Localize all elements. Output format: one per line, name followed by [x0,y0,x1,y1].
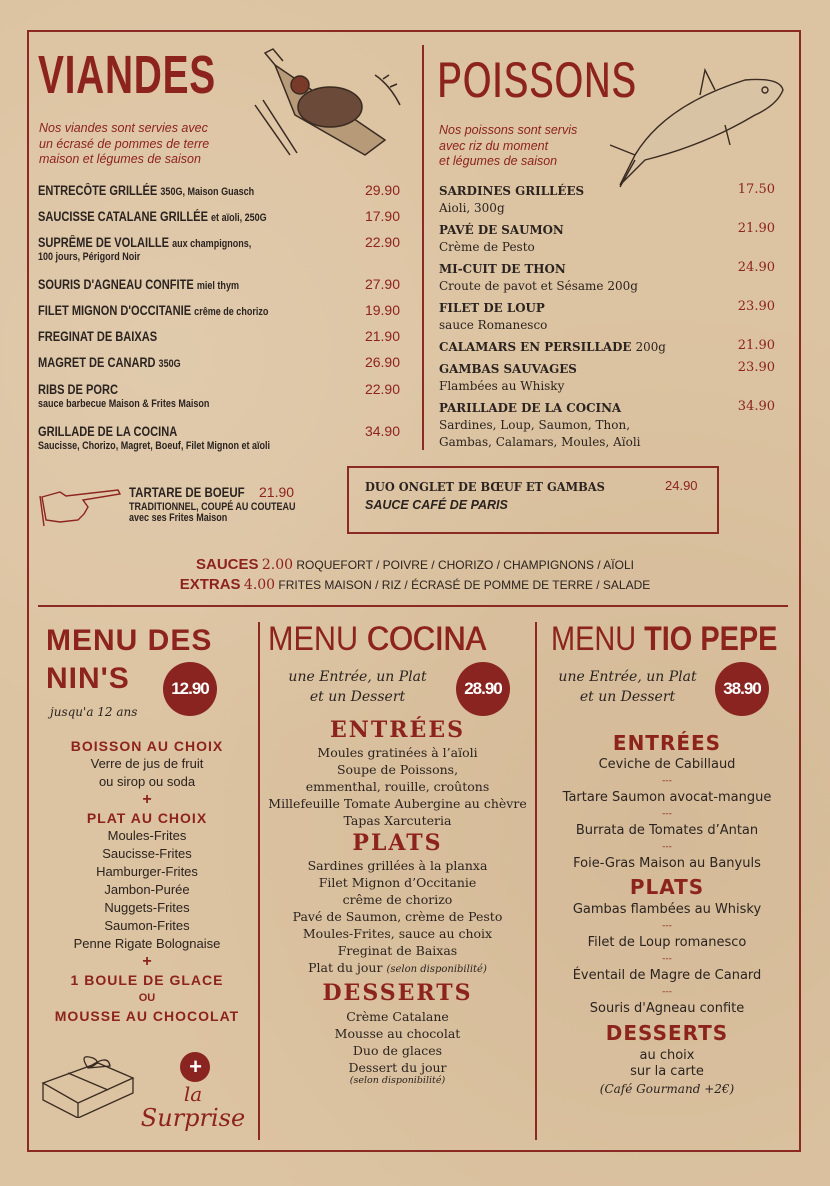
menu-line: Hamburger-Frites [96,864,198,879]
item-title: GRILLADE DE LA COCINA [38,424,178,439]
menu-nins-content [38,737,256,1025]
separator: --- [662,987,672,997]
tartare-item [129,484,332,524]
surprise-la: la [183,1082,203,1106]
extras-line [0,575,830,595]
item-detail: 350G [158,358,181,370]
menu-item [38,381,400,410]
section-title: MOUSSE AU CHOCOLAT [54,1008,240,1024]
menu-line: Nuggets-Frites [104,900,190,915]
menu-line: Crème Catalane [346,1009,449,1024]
item-title: SUPRÊME DE VOLAILLE [38,235,170,250]
item-price: 21.90 [737,338,775,353]
plus-icon: + [180,1052,210,1082]
item-detail: aux champignons, [172,238,252,250]
item-title: FREGINAT DE BAIXAS [38,329,158,344]
menu-line: Saucisse-Frites [102,846,192,861]
intro-line: maison et légumes de saison [39,152,201,166]
menu-line: Burrata de Tomates d’Antan [575,823,759,838]
poissons-intro [439,123,577,170]
menu-line: emmenthal, rouille, croûtons [305,779,490,794]
menu-line: Pavé de Saumon, crème de Pesto [292,909,503,924]
item-price: 34.90 [737,399,775,414]
item-name [439,183,584,198]
desserts-list [260,1008,535,1076]
item-price: 24.90 [737,260,775,275]
intro-line: Nos viandes sont servies avec [39,121,208,135]
subtitle-line: une Entrée, un Plat [288,669,427,685]
menu-item [439,360,775,395]
item-detail: SAUCE CAFÉ DE PARIS [365,498,508,512]
item-title: FILET DE LOUP [439,300,545,315]
availability-note: (selon disponibilité) [349,1075,446,1086]
menu-line: Millefeuille Tomate Aubergine au chèvre [268,796,527,811]
menu-line: Dessert du jour [348,1060,447,1075]
separator: --- [662,921,672,931]
menu-line: Moules gratinées à l’aïoli [317,745,478,760]
item-title: SAUCISSE CATALANE GRILLÉE [38,209,208,224]
item-subtitle: Aioli, 300g [439,201,505,215]
subtitle-line: une Entrée, un Plat [558,669,697,685]
item-name [38,424,177,439]
item-name [439,222,564,237]
availability-note: (selon disponibilité) [386,964,487,975]
cafe-gourmand-note: (Café Gourmand +2€) [599,1082,735,1096]
plats-list [260,857,535,959]
price-badge: 12.90 [163,662,217,716]
menu-item [38,354,400,372]
intro-line: un écrasé de pommes de terre [39,136,210,151]
intro-line: et légumes de saison [439,154,558,168]
title-a: MENU [268,620,359,658]
price-badge: 38.90 [715,662,769,716]
section-title: BOISSON AU CHOIX [70,738,224,754]
pointing-hand-icon [38,482,123,527]
divider [38,605,788,607]
item-subtitle: Flambées au Whisky [439,379,565,393]
separator: --- [662,954,672,964]
item-name [38,355,181,370]
menu-line: Tartare Saumon avocat-mangue [562,790,772,805]
item-title: RIBS DE PORC [38,382,118,397]
surprise-text: Surprise [140,1104,246,1132]
section-title: 1 BOULE DE GLACE [70,972,224,988]
item-detail: crême de chorizo [194,306,269,318]
section-title: PLATS [629,875,705,899]
menu-line: Freginat de Baixas [337,943,458,958]
title-b: TIO PEPE [644,620,778,658]
surprise-label [138,1082,248,1130]
item-title: ENTRECÔTE GRILLÉE [38,183,158,198]
section-title: DESSERTS [605,1021,729,1045]
item-title: MI-CUIT DE THON [439,261,566,276]
item-name [38,209,267,224]
menu-item [38,423,400,452]
item-price: 21.90 [364,328,400,344]
sauces-list: ROQUEFORT / POIVRE / CHORIZO / CHAMPIGNONS / AÏOLI [296,558,634,572]
menu-tiopepe-content [537,730,797,1098]
duo-special-box [347,466,719,534]
viandes-intro [39,121,209,168]
menu-line: Tapas Xarcuteria [343,813,452,828]
menu-line: Sardines grillées à la planxa [307,858,488,873]
item-subtitle: sauce Romanesco [439,318,548,332]
item-detail: et aïoli, 250G [211,212,267,224]
intro-line: Nos poissons sont servis [439,123,578,137]
sauces-label: SAUCES [196,556,259,573]
menu-line [260,959,535,978]
subtitle-line: et un Dessert [309,689,406,705]
item-name [439,300,545,315]
item-price: 29.90 [364,182,400,198]
item-price: 21.90 [259,484,295,500]
section-title: PLAT AU CHOIX [86,810,208,826]
item-detail: miel thym [196,280,239,292]
extras-list: FRITES MAISON / RIZ / ÉCRASÉ DE POMME DE TERRE / SALADE [278,578,651,592]
item-detail: 350G, Maison Guasch [160,186,255,198]
separator: --- [662,842,672,852]
menu-item [38,276,400,294]
menu-item [38,182,400,200]
menu-line: crême de chorizo [342,892,453,907]
menu-line: sur la carte [630,1064,704,1079]
menu-line: Souris d'Agneau confite [589,1001,745,1016]
section-title: ENTRÉES [612,731,722,755]
item-name [38,235,251,250]
plus-sign: + [142,953,152,970]
item-subtitle: Sardines, Loup, Saumon, Thon, [439,418,631,432]
item-name [38,329,157,344]
menu-line: Saumon-Frites [104,918,190,933]
item-price: 23.90 [737,360,775,375]
title-line: MENU DES [46,624,213,657]
item-price: 24.90 [665,478,698,493]
item-price: 19.90 [364,302,400,318]
poissons-title: POISSONS [438,52,638,108]
title-b: COCINA [366,620,486,658]
age-note: jusqu'a 12 ans [50,705,138,719]
item-title: GAMBAS SAUVAGES [439,361,577,376]
menu-line: Éventail de Magre de Canard [572,968,762,983]
item-price: 17.90 [364,208,400,224]
menu-line: ou sirop ou soda [98,774,196,789]
price-badge: 28.90 [456,662,510,716]
menu-item [38,208,400,226]
menu-line: Soupe de Poissons, [336,762,459,777]
menu-line: Duo de glaces [352,1043,443,1058]
menu-cocina-content [260,716,535,1086]
item-detail: TRADITIONNEL, COUPÉ AU COUTEAU [129,501,296,513]
item-price: 22.90 [364,234,400,250]
item-title: CALAMARS EN PERSILLADE [439,339,632,354]
item-subtitle: 100 jours, Périgord Noir [38,251,141,263]
menu-line: Ceviche de Cabillaud [598,757,736,772]
menu-tiopepe-title [551,620,777,659]
menu-line: Moules-Frites, sauce au choix [302,926,493,941]
menu-line: Filet de Loup romanesco [587,935,747,950]
entrees-list [537,756,797,873]
item-name [38,382,118,397]
sauces-line [0,555,830,575]
item-subtitle: Gambas, Calamars, Moules, Aïoli [439,435,641,449]
menu-line: Foie-Gras Maison au Banyuls [573,856,761,871]
item-title: SOURIS D'AGNEAU CONFITE [38,277,194,292]
item-name [38,277,239,292]
section-title: PLATS [352,830,443,856]
meat-board-illustration [235,45,415,160]
item-name [38,303,268,318]
menu-line: Jambon-Purée [104,882,190,897]
item-name [439,339,666,354]
plats-list [537,901,797,1018]
sauces-extras [0,555,830,595]
item-title: MAGRET DE CANARD [38,355,156,370]
divider [422,45,424,450]
item-subtitle: sauce barbecue Maison & Frites Maison [38,398,210,410]
section-title: DESSERTS [322,980,473,1006]
item-name: TARTARE DE BOEUF [129,484,245,500]
item-price: 23.90 [737,299,775,314]
intro-line: avec riz du moment [439,138,549,153]
plat-du-jour: Plat du jour [308,960,383,975]
item-price: 27.90 [364,276,400,292]
item-title: FILET MIGNON D'OCCITANIE [38,303,192,318]
item-price: 26.90 [364,354,400,370]
menu-line: Verre de jus de fruit [90,756,204,771]
extras-label: EXTRAS [179,576,241,593]
separator: --- [662,776,672,786]
menu-item [439,182,775,217]
plus-sign: + [142,791,152,808]
menu-line: Mousse au chocolat [334,1026,461,1041]
separator: --- [662,809,672,819]
item-title: PARILLADE DE LA COCINA [439,400,622,415]
menu-tiopepe-subtitle [545,667,710,707]
menu-line: Filet Mignon d’Occitanie [318,875,477,890]
item-price: 21.90 [737,221,775,236]
menu-item [439,338,775,356]
menu-line: Penne Rigate Bolognaise [73,936,221,951]
menu-line: Moules-Frites [107,828,187,843]
entrees-list [260,744,535,829]
title-line: NIN'S [46,662,130,695]
item-name [439,361,577,376]
item-title: SARDINES GRILLÉES [439,183,585,198]
menu-line: Gambas flambées au Whisky [572,902,762,917]
subtitle-line: et un Dessert [579,689,676,705]
menu-cocina-title [268,620,486,659]
item-detail: 200g [635,339,666,354]
item-name: DUO ONGLET DE BŒUF ET GAMBAS [365,480,605,494]
sauces-price: 2.00 [261,557,294,573]
gift-box-illustration [38,1048,138,1118]
item-price: 17.50 [737,182,775,197]
menu-item [38,234,400,263]
menu-item [439,260,775,295]
menu-item [439,399,775,451]
menu-item [439,221,775,256]
item-detail: avec ses Frites Maison [129,512,228,524]
item-title: PAVÉ DE SAUMON [439,222,564,237]
menu-line: au choix [639,1048,695,1063]
or-label: OU [138,992,156,1004]
title-a: MENU [551,620,637,658]
fish-illustration [605,65,790,190]
item-subtitle: Saucisse, Chorizo, Magret, Boeuf, Filet Mignon et aïoli [38,440,271,452]
menu-cocina-subtitle [270,667,445,707]
menu-item [439,299,775,334]
item-name [439,261,566,276]
item-subtitle: Croute de pavot et Sésame 200g [439,279,638,293]
plats-list [38,827,256,953]
item-name [439,400,621,415]
menu-item [38,328,400,346]
viandes-title: VIANDES [38,45,216,105]
section-title: ENTRÉES [330,717,465,743]
item-price: 34.90 [364,423,400,439]
item-subtitle: Crème de Pesto [439,240,535,254]
extras-price: 4.00 [243,577,276,593]
menu-item [38,302,400,320]
item-price: 22.90 [364,381,400,397]
item-name [38,183,254,198]
